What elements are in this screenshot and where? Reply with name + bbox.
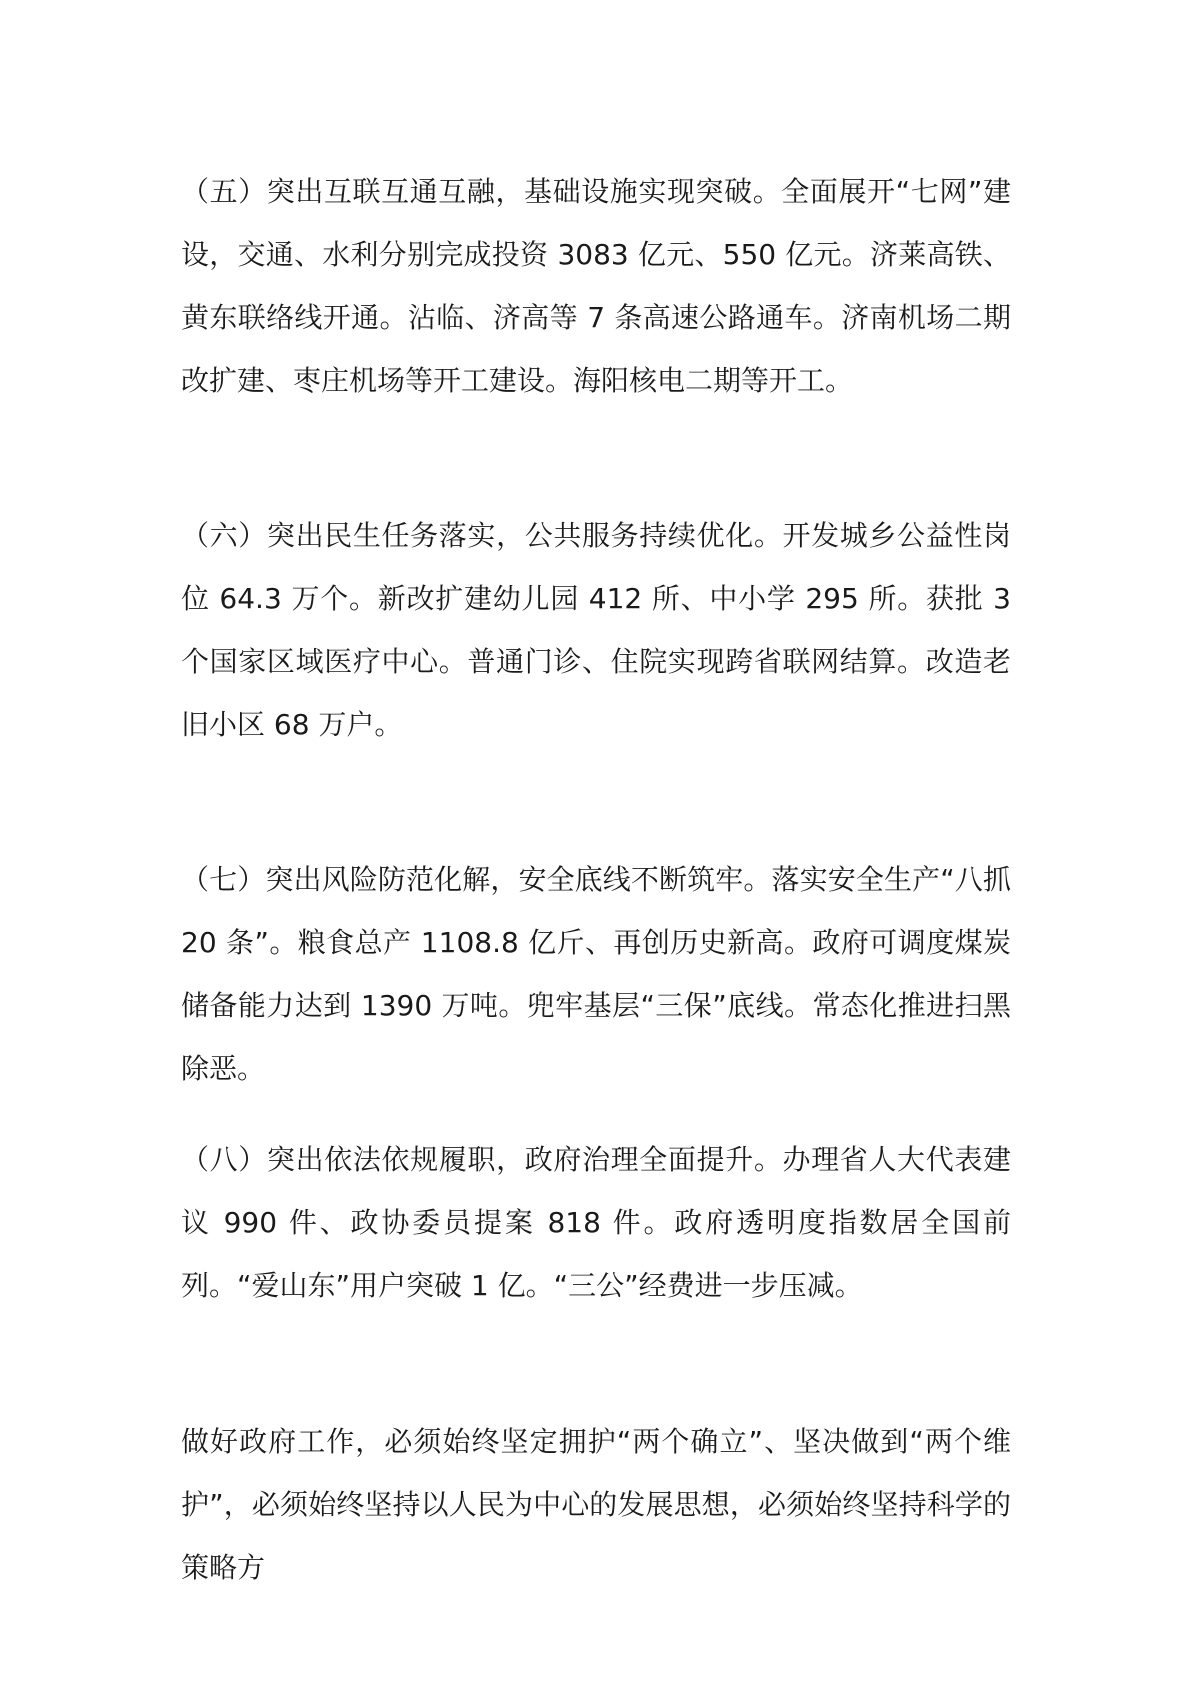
- paragraph-section-7: （七）突出风险防范化解，安全底线不断筑牢。落实安全生产“八抓 20 条”。粮食总产 1108.8 亿斤、再创历史新高。政府可调度煤炭储备能力达到 1390 万吨。兜牢基层“三保”底线。常态化推进扫黑除恶。: [181, 863, 1011, 1085]
- paragraph-section-5: （五）突出互联互通互融，基础设施实现突破。全面展开“七网”建设，交通、水利分别完成投资 3083 亿元、550 亿元。济莱高铁、黄东联络线开通。沾临、济高等 7 条高速公路通车。济南机场二期改扩建、枣庄机场等开工建设。海阳核电二期等开工。: [181, 175, 1011, 397]
- paragraph-conclusion: 做好政府工作，必须始终坚定拥护“两个确立”、坚决做到“两个维护”，必须始终坚持以人民为中心的发展思想，必须始终坚持科学的策略方: [181, 1425, 1011, 1584]
- paragraph-section-6: （六）突出民生任务落实，公共服务持续优化。开发城乡公益性岗位 64.3 万个。新改扩建幼儿园 412 所、中小学 295 所。获批 3 个国家区域医疗中心。普通门诊、住院实现跨省联网结算。改造老旧小区 68 万户。: [181, 519, 1011, 741]
- paragraph-section-8: （八）突出依法依规履职，政府治理全面提升。办理省人大代表建议 990 件、政协委员提案 818 件。政府透明度指数居全国前列。“爱山东”用户突破 1 亿。“三公”经费进一步压减。: [181, 1143, 1011, 1302]
